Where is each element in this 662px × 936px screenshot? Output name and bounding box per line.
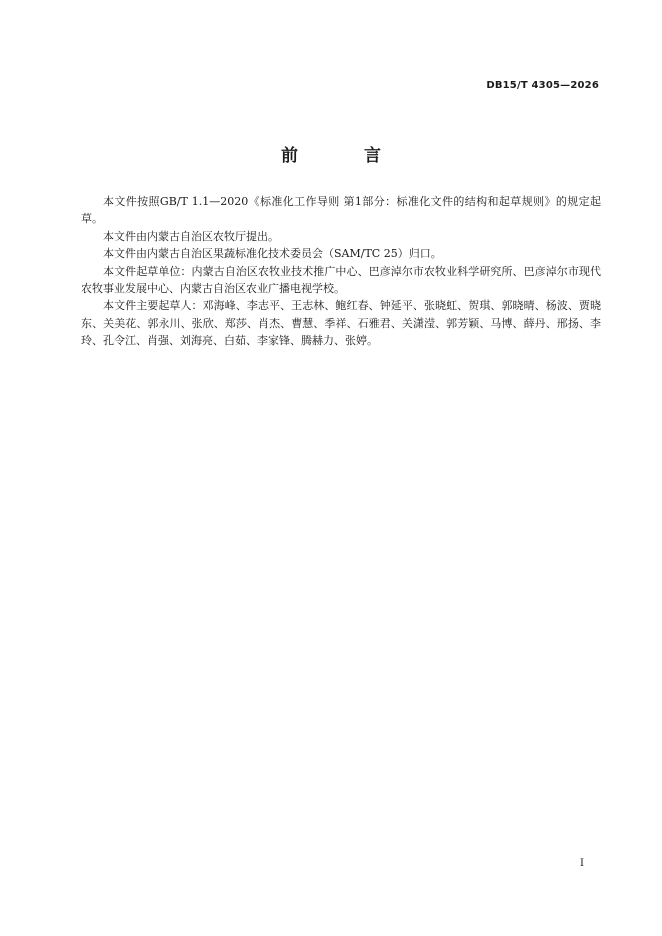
- page-title: 前 言: [281, 146, 411, 166]
- foreword-body: [81, 193, 601, 350]
- standard-code: DB15/T 4305—2026: [486, 80, 599, 91]
- paragraph-proposer: 本文件由内蒙古自治区农牧厅提出。: [103, 229, 279, 243]
- paragraph-drafters: 本文件主要起草人：邓海峰、李志平、王志林、鲍红春、钟延平、张晓虹、贺琪、郭晓晴、杨波、贾晓东、关美花、郭永川、张欣、郑莎、肖杰、曹慧、季祥、石雅君、关潇滢、郭芳颖、马博、薛丹、邢扬、李玲、孔令江、肖强、刘海亮、白茹、李家锋、腾赫力、张婷。: [81, 299, 601, 348]
- page-number: I: [580, 858, 584, 869]
- paragraph-drafting-units: 本文件起草单位：内蒙古自治区农牧业技术推广中心、巴彦淖尔市农牧业科学研究所、巴彦淖尔市现代农牧事业发展中心、内蒙古自治区农业广播电视学校。: [81, 264, 601, 296]
- paragraph-committee: 本文件由内蒙古自治区果蔬标准化技术委员会（SAM/TC 25）归口。: [103, 247, 442, 261]
- paragraph-drafting-basis: 本文件按照GB/T 1.1—2020《标准化工作导则 第1部分：标准化文件的结构和起草规则》的规定起草。: [81, 195, 601, 226]
